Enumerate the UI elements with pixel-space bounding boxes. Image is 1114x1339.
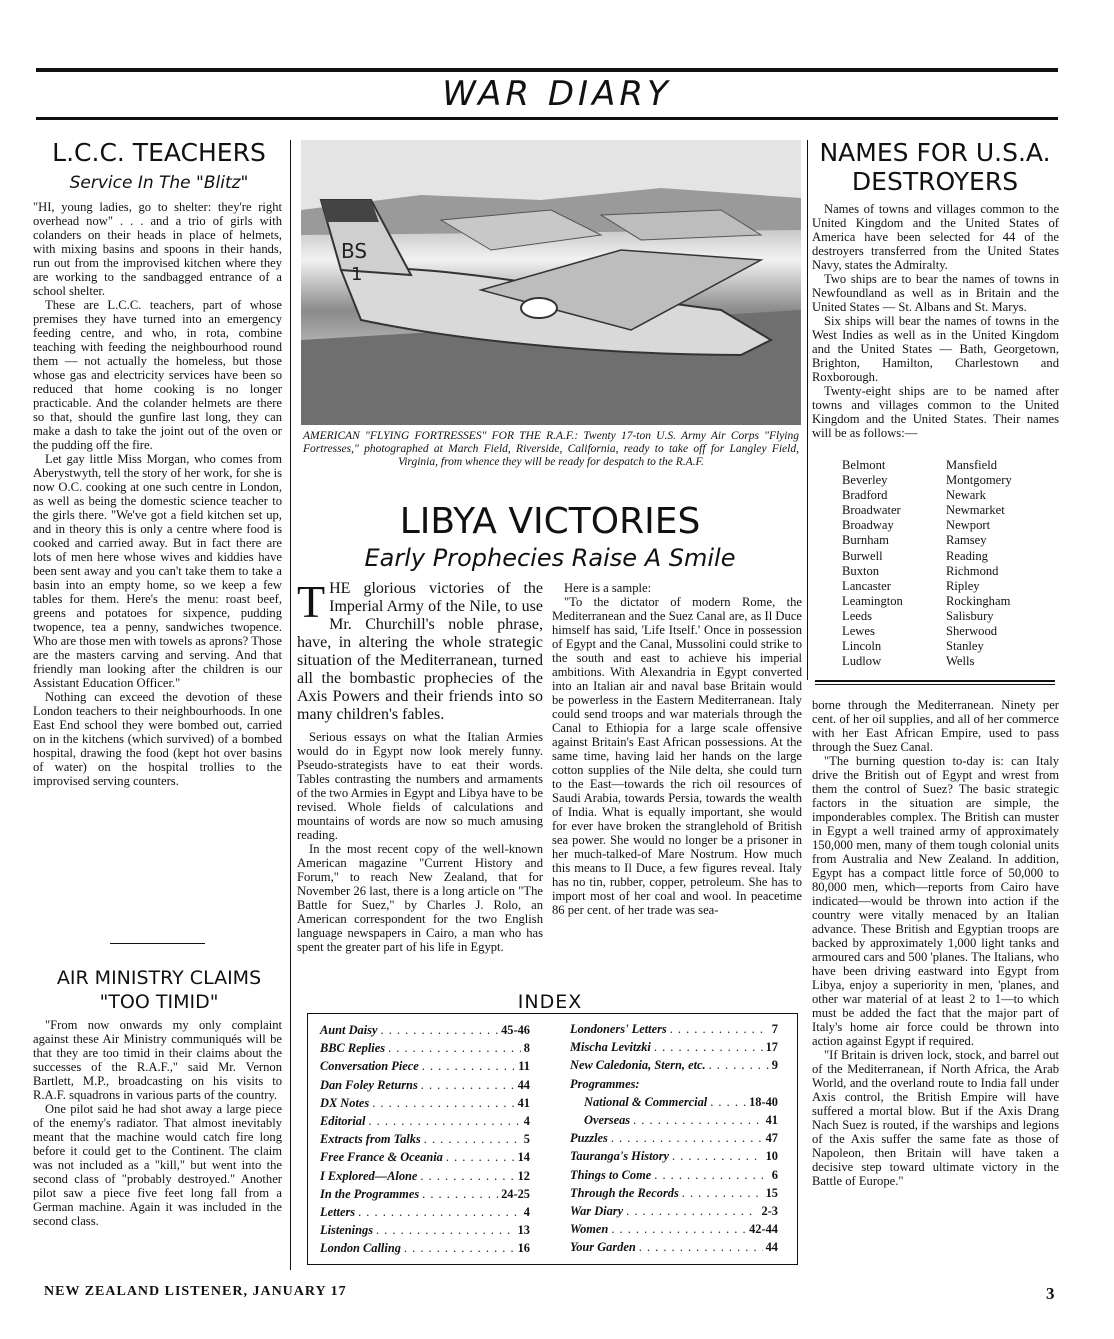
index-entry[interactable] <box>570 1220 778 1238</box>
index-entry-page: 6 <box>771 1167 778 1182</box>
index-entry-page: 7 <box>771 1022 778 1036</box>
destroyer-name: Wells <box>946 654 975 669</box>
index-entry-page: 13 <box>517 1223 530 1238</box>
destroyer-name: Salisbury <box>946 608 994 623</box>
index-entry-title: DX Notes <box>320 1095 370 1110</box>
index-entry-page: 45-46 <box>501 1023 530 1037</box>
masthead-rule <box>36 117 1058 120</box>
destroyer-name: Belmont <box>842 458 886 472</box>
libya-col1 <box>297 576 543 954</box>
column-divider-right <box>807 140 808 680</box>
index-title: INDEX <box>517 991 583 1013</box>
destroyer-name: Newport <box>946 518 991 533</box>
index-entry-title: In the Programmes <box>320 1186 420 1201</box>
destroyers-paragraph: Twenty-eight ships are to be named after towns and villages common to the United Kingdom and the United States. Their names will be as follows:— <box>812 384 1059 440</box>
destroyers-paragraph: Names of towns and villages common to the United Kingdom and the United States of America have been selected for 44 of the destroyers transferred from the United States Navy, states the Admiralty. <box>812 202 1059 272</box>
short-divider <box>110 943 205 944</box>
airplane-illustration <box>301 140 801 425</box>
index-leader-dots <box>654 1038 763 1056</box>
index-leader-dots <box>639 1238 763 1256</box>
index-entry-title: Tauranga's History <box>570 1149 670 1164</box>
index-entry-title: London Calling <box>320 1241 401 1256</box>
destroyer-name: Broadway <box>842 518 894 533</box>
index-entry-title: Aunt Daisy <box>320 1023 378 1037</box>
index-leader-dots <box>421 1076 515 1094</box>
index-entry[interactable] <box>320 1057 530 1075</box>
index-entry[interactable] <box>570 1238 778 1256</box>
index-entry-page: 24-25 <box>501 1186 530 1201</box>
index-entry-title: Londoners' Letters <box>570 1022 667 1036</box>
air-body <box>33 1018 282 1228</box>
lcc-paragraph: "HI, young ladies, go to shelter: they're right overhead now" . . . and a trio of girls with colanders on their heads in place of helmets, with mixing basins and spoons in their hands, run out from the improvised kitchen where they are working to the sandbagged entrance of a school shelter. <box>33 200 282 298</box>
index-entry[interactable] <box>320 1076 530 1094</box>
destroyer-name: Sherwood <box>946 624 998 639</box>
index-entry[interactable] <box>570 1038 778 1056</box>
destroyer-name: Ludlow <box>842 654 882 669</box>
lcc-paragraph: Let gay little Miss Morgan, who comes from Aberystwyth, tell the story of her work, for she is now O.C. cooking at one such centre in London, as well as being the domestic science teacher to the girls there. "We've got a field kitchen set up, and in theory this is only a centre where food is cooked and carried away. But in fact there are lots of men here whose wives and kiddies have been sent away and you can't take them to take a basin into an empty home, so we keep a few tables for them. Here's the menu: roast beef, greens and potatoes for sixpence, pudding twopence, tea a penny, sandwiches twopence. Who are those men with towels as aprons? Those are the masters carving and serving. And that friendly man looking after the children is our Assistant Education Officer." <box>33 452 282 690</box>
footer-page-number: 3 <box>1046 1284 1056 1303</box>
top-rule <box>36 68 1058 72</box>
index-leader-dots <box>710 1093 746 1111</box>
index-entry[interactable] <box>320 1203 530 1221</box>
libya-col3 <box>812 698 1059 1188</box>
lcc-body <box>33 200 282 788</box>
index-entry[interactable] <box>570 1111 778 1129</box>
index-entry[interactable] <box>320 1094 530 1112</box>
photo-caption: AMERICAN "FLYING FORTRESSES" FOR THE R.A.F.: Twenty 17-ton U.S. Army Air Corps "Flying Fortresses," photographed at March Field, Riverside, California, ready to take off for Langley Field, Virginia, from whence they will be ready for despatch to the R.A.F. <box>303 430 799 468</box>
lcc-headline: L.C.C. TEACHERS <box>52 138 266 167</box>
index-entry-title: Your Garden <box>570 1240 636 1255</box>
index-entry-title: Letters <box>320 1204 356 1219</box>
index-leader-dots <box>368 1112 520 1130</box>
index-entry[interactable] <box>320 1167 530 1185</box>
index-entry-page: 8 <box>523 1041 530 1056</box>
index-leader-dots <box>654 1166 769 1184</box>
lcc-paragraph: Nothing can exceed the devotion of these London teachers to their neighbourhoods. In one East End school they were bombed out, carried on in the kitchens (which survived) of a bombed hospital, drawing the food (kept hot over basins of water) on the hospital trollies to the improvised serving counters. <box>33 690 282 788</box>
air-paragraph: "From now onwards my only complaint against these Air Ministry communiqués will be that they are too timid in their claims about the successes of the R.A.F.," said Mr. Vernon Bartlett, M.P., broadcasting on his visits to R.A.F. squadrons in various parts of the country. <box>33 1018 282 1102</box>
index-entry-page: 41 <box>765 1112 778 1127</box>
index-leader-dots <box>446 1148 515 1166</box>
destroyer-name: Montgomery <box>946 473 1012 488</box>
destroyers-paragraph: Six ships will bear the names of towns in the West Indies as well as in the United Kingdom and the United States — Bath, Georgetown, Brighton, Hamilton, Charlestown and Roxborough. <box>812 314 1059 384</box>
index-entry[interactable] <box>570 1147 778 1165</box>
destroyers-end-rule <box>815 680 1055 682</box>
index-entry[interactable] <box>570 1184 778 1202</box>
destroyer-name: Broadwater <box>842 503 901 518</box>
index-leader-dots <box>611 1220 746 1238</box>
column-divider-left <box>290 140 291 1270</box>
destroyer-name: Ripley <box>946 578 980 593</box>
index-leader-dots <box>709 1056 769 1074</box>
destroyers-headline-line1: NAMES FOR U.S.A. <box>819 138 1051 167</box>
destroyer-name: Lincoln <box>842 639 882 654</box>
index-leader-dots <box>672 1147 763 1165</box>
index-leader-dots <box>358 1203 521 1221</box>
index-left-column <box>320 1021 530 1257</box>
libya-lead <box>297 576 543 724</box>
index-entry-title: Puzzles <box>570 1131 608 1146</box>
tail-number: 1 <box>351 264 363 285</box>
destroyer-name: Buxton <box>842 563 880 578</box>
index-entry-title: BBC Replies <box>320 1041 386 1056</box>
index-leader-dots <box>388 1039 521 1057</box>
index-entry-title: Programmes: <box>570 1076 640 1091</box>
index-entry[interactable] <box>320 1239 530 1257</box>
index-entry-page: 18-40 <box>749 1094 778 1109</box>
libya-paragraph: borne through the Mediterranean. Ninety per cent. of her oil supplies, and all of her commerce with her East African Empire, used to pass through the Suez Canal. <box>812 698 1059 754</box>
index-entry[interactable] <box>570 1020 778 1038</box>
libya-col2 <box>552 581 802 917</box>
index-leader-dots <box>404 1239 515 1257</box>
index-entry-page: 16 <box>517 1241 530 1256</box>
index-entry-title: Extracts from Talks <box>320 1132 421 1147</box>
lcc-paragraph: These are L.C.C. teachers, part of whose premises they have turned into an emergency feeding centre, and who, in rota, combine teaching with feeding the neighbourhood round them — not actually the homeless, but those whose gas and electricity services have been so reduced that home cooking is no longer practicable. And the colander helmets are there so that, should the gunfire last long, they can make a dash to take the joint out of the oven or the pudding off the fire. <box>33 298 282 452</box>
index-entry-title: Mischa Levitzki <box>570 1040 651 1055</box>
index-entry-title: Free France & Oceania <box>320 1150 443 1165</box>
index-leader-dots <box>626 1202 758 1220</box>
destroyer-name: Burwell <box>842 548 883 563</box>
index-entry-title: I Explored—Alone <box>320 1168 418 1183</box>
index-entry-page: 9 <box>771 1058 778 1073</box>
index-entry-page: 5 <box>523 1132 530 1147</box>
destroyer-name: Burnham <box>842 533 889 548</box>
index-entry[interactable] <box>320 1221 530 1239</box>
index-entry[interactable] <box>570 1056 778 1074</box>
index-right-column <box>570 1020 778 1256</box>
index-leader-dots <box>422 1185 498 1203</box>
index-entry[interactable] <box>570 1075 778 1093</box>
destroyers-paragraph: Two ships are to bear the names of towns in Newfoundland as well as in Britain and the United States — St. Albans and St. Marys. <box>812 272 1059 314</box>
destroyer-name: Newark <box>946 488 986 503</box>
lcc-subhead: Service In The "Blitz" <box>69 173 249 193</box>
destroyer-name: Leeds <box>842 608 873 623</box>
libya-paragraph: "To the dictator of modern Rome, the Mediterranean and the Suez Canal are, as Il Duce himself has said, 'Life Itself.' Once in possession of Egypt and the Canal, Mussolini could strike to the south and east to achieve his imperial ambitions. With Alexandria in Egypt converted into an Italian air and naval base Britain would be powerless in the Eastern Mediterranean. Italy could send troops and war materials through the Canal to Ethiopia for a large scale offensive against Britain's East African possessions. At the same time, having laid her hands on the large cotton supplies of the Nile delta, she could turn to the East—towards the rich oil resources of Saudi Arabia, towards Persia, towards the wealth of India. What is equally important, she would for ever have broken the stranglehold of British sea power. She would no longer be a prisoner in her much-talked-of Mare Nostrum. How much this means to Il Duce, a few figures reveal. Italy has no tin, rubber, copper, petroleum. She has to import most of her coal and wool. In peacetime 86 per cent. of her trade was sea- <box>552 595 802 917</box>
index-leader-dots <box>670 1020 769 1038</box>
photo-image <box>301 140 801 425</box>
index-entry-title: Things to Come <box>570 1167 652 1182</box>
destroyer-name: Bradford <box>842 488 888 503</box>
destroyer-name: Newmarket <box>946 503 1005 518</box>
index-entry[interactable] <box>320 1148 530 1166</box>
index-entry-page: 44 <box>765 1240 778 1255</box>
libya-paragraph: In the most recent copy of the well-known American magazine "Current History and Forum," to reach New Zealand, that for November 26 last, there is a long article on "The Battle for Suez," by Charles J. Rolo, an American correspondent for the two English language newspapers in Cairo, a man who has spent the greater part of his life in Egypt. <box>297 842 543 954</box>
index-leader-dots <box>372 1094 514 1112</box>
index-entry-title: Women <box>570 1222 609 1237</box>
index-leader-dots <box>420 1167 514 1185</box>
index-entry-page: 14 <box>517 1150 530 1165</box>
destroyer-name: Lancaster <box>842 578 891 593</box>
index-entry-page: 12 <box>517 1168 530 1183</box>
destroyer-name: Reading <box>946 548 988 563</box>
index-entry[interactable] <box>570 1202 778 1220</box>
destroyer-names-right <box>946 458 1056 669</box>
index-entry-page: 11 <box>518 1059 530 1074</box>
index-entry-page: 44 <box>517 1077 530 1092</box>
destroyers-end-rule-2 <box>815 684 1055 685</box>
destroyer-name: Stanley <box>946 639 984 654</box>
index-entry[interactable] <box>570 1129 778 1147</box>
destroyer-name: Leamington <box>842 593 903 608</box>
air-paragraph: One pilot said he had shot away a large piece of the enemy's radiator. That almost inevitably meant that the machine would catch fire long before it could get to the Continent. The claim was not included as a "kill," but went into the second class of "probably destroyed." Another pilot saw a piece five feet long fall from a German machine. Again it was included in the second class. <box>33 1102 282 1228</box>
index-entry-title: Overseas <box>584 1112 631 1127</box>
index-entry[interactable] <box>320 1112 530 1130</box>
index-entry-title: Conversation Piece <box>320 1059 419 1074</box>
index-entry[interactable] <box>570 1166 778 1184</box>
destroyer-names-left <box>842 458 942 669</box>
index-leader-dots <box>376 1221 515 1239</box>
destroyers-headline-line2: DESTROYERS <box>851 167 1019 196</box>
index-entry[interactable] <box>320 1130 530 1148</box>
index-leader-dots <box>611 1129 763 1147</box>
libya-paragraph: Serious essays on what the Italian Armies would do in Egypt now look merely funny. Pseudo-strategists have to eat their words. Tables contrasting the numbers and armaments of the two Armies in Egypt and Libya have to be revised. Whole fields of calculations and mountains of words are now so much amusing reading. <box>297 730 543 842</box>
destroyer-name: Lewes <box>842 624 875 639</box>
index-entry-page: 42-44 <box>749 1222 778 1237</box>
destroyer-name: Beverley <box>842 473 888 488</box>
index-entry-page: 4 <box>523 1113 530 1128</box>
index-entry-title: Editorial <box>320 1113 366 1128</box>
index-entry-title: Listenings <box>320 1223 374 1238</box>
destroyers-body <box>812 202 1059 440</box>
libya-lead-text: HE glorious victories of the Imperial Army of the Nile, to use Mr. Churchill's noble phrase, have, in altering the whole strategic situation of the Mediterranean, turned all the bombastic prophecies of the Axis Powers and their friends into so many children's fables. <box>297 580 543 723</box>
index-entry[interactable] <box>320 1185 530 1203</box>
libya-paragraph: "If Britain is driven lock, stock, and barrel out of the Mediterranean, if North Africa, the Arab World, and the overland route to India fall under Axis control, the British Empire will have suffered a mortal blow. But if the Axis Drang Nach Suez is routed, if the warships and legions of the Axis suffer the same fate as those of Napoleon, then Britain will have taken a decisive step toward ultimate victory in the Battle of Europe." <box>812 1048 1059 1188</box>
index-entry[interactable] <box>320 1021 530 1039</box>
destroyer-name: Mansfield <box>946 458 998 472</box>
index-entry-page: 10 <box>765 1149 778 1164</box>
index-entry-page: 41 <box>517 1095 530 1110</box>
index-entry-page: 17 <box>765 1040 778 1055</box>
libya-dropcap: T <box>297 576 326 627</box>
index-leader-dots <box>633 1111 763 1129</box>
index-entry-page: 4 <box>523 1204 530 1219</box>
tail-marking: BS <box>341 239 368 263</box>
index-entry-title: National & Commercial <box>584 1094 708 1109</box>
libya-headline: LIBYA VICTORIES <box>399 501 701 542</box>
index-entry-title: Through the Records <box>570 1185 679 1200</box>
libya-subhead: Early Prophecies Raise A Smile <box>364 544 736 572</box>
index-leader-dots <box>381 1021 499 1039</box>
index-entry-title: War Diary <box>570 1203 624 1218</box>
index-entry-page: 47 <box>765 1131 778 1146</box>
index-leader-dots <box>682 1184 763 1202</box>
index-leader-dots <box>422 1057 516 1075</box>
air-headline-line2: "TOO TIMID" <box>99 991 219 1013</box>
destroyer-name: Rockingham <box>946 593 1011 608</box>
libya-paragraph: "The burning question to-day is: can Italy drive the British out of Egypt and wrest from them the control of Suez? The basic strategic factors in the situation are simple, the imponderables complex. The British can muster in Egypt a well trained army of approximately 150,000 men, many of them tough colonial units from Australia and New Zealand. In addition, Egypt has a compact little force of 50,000 to 80,000 men, which—reports from Cairo have indicated—would be thrown into action if the country were vitally menaced by an Italian advance. These British and Egyptian troops are backed by approximately 1,000 light tanks and armoured cars and 500 'planes. The Italians, who have been driving eastward into Egypt from Libya, enjoy a superiority in men, 'planes, and other war material of at least 2 to 1—to which must be added the fact that the major part of Italy's home air force could be thrown into action against Egypt if required. <box>812 754 1059 1048</box>
index-entry[interactable] <box>570 1093 778 1111</box>
index-entry-title: New Caledonia, Stern, etc. <box>570 1058 706 1073</box>
destroyer-name: Richmond <box>946 563 999 578</box>
index-leader-dots <box>424 1130 521 1148</box>
air-headline-line1: AIR MINISTRY CLAIMS <box>56 967 262 989</box>
index-entry-title: Dan Foley Returns <box>320 1077 418 1092</box>
index-entry[interactable] <box>320 1039 530 1057</box>
index-entry-page: 15 <box>765 1185 778 1200</box>
destroyer-name: Ramsey <box>946 533 987 548</box>
footer-issue-line: NEW ZEALAND LISTENER, JANUARY 17 <box>44 1284 347 1299</box>
masthead-title: WAR DIARY <box>442 74 672 114</box>
index-entry-page: 2-3 <box>761 1203 778 1218</box>
libya-paragraph: Here is a sample: <box>564 581 652 595</box>
